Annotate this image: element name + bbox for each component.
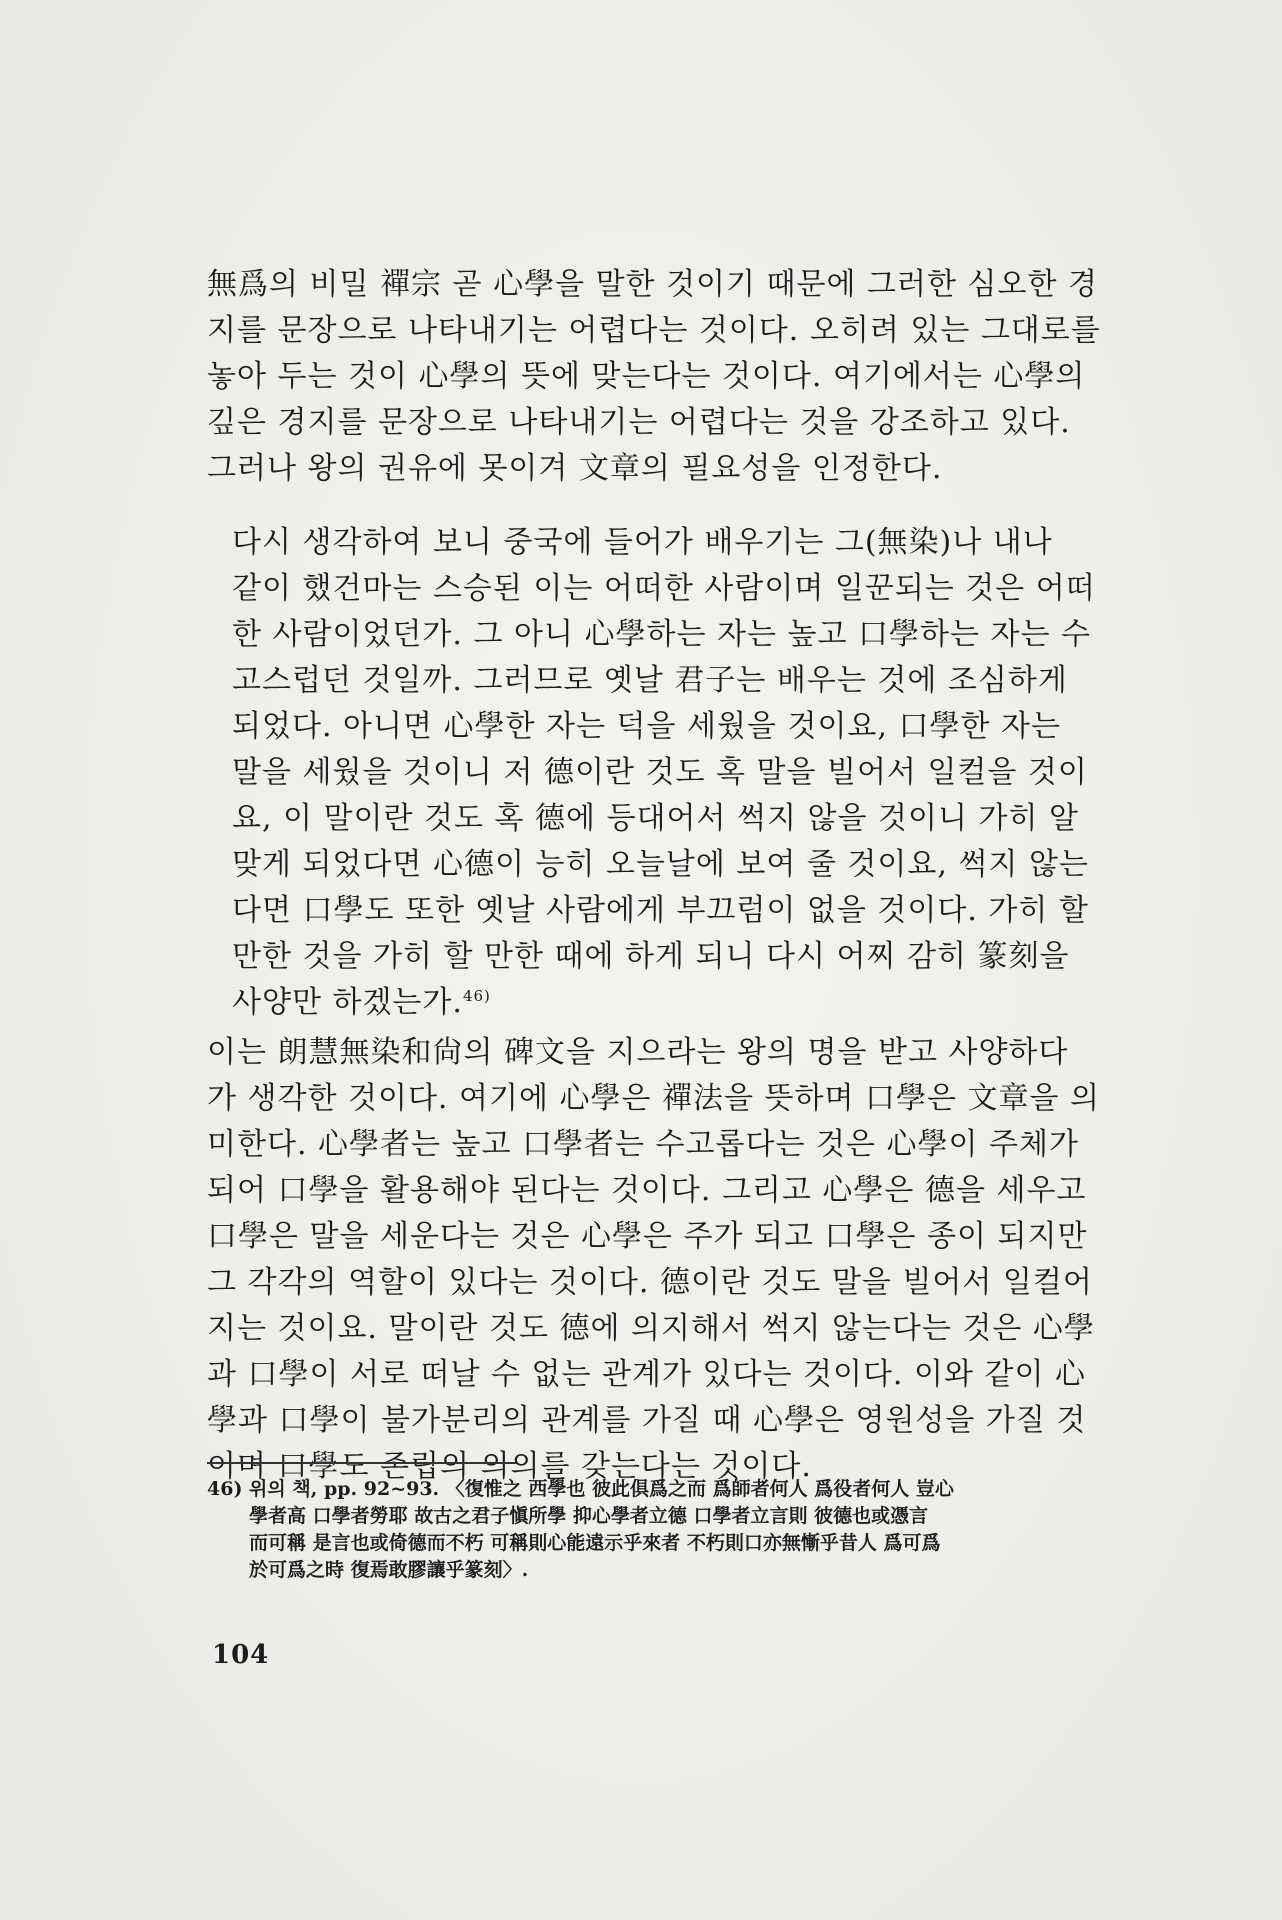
footnote-line: 46) 위의 책, pp. 92~93. 〈復惟之 西學也 彼此俱爲之而 爲師者何人 爲役者何人 豈心 [207,1478,954,1500]
text-line: 지는 것이요. 말이란 것도 德에 의지해서 썩지 않는다는 것은 心學 [207,1311,1095,1346]
footnote-divider [207,1462,517,1464]
text-line: 지를 문장으로 나타내기는 어렵다는 것이다. 오히려 있는 그대로를 [207,313,1101,348]
footnote-reference[interactable]: 46) [462,987,491,1005]
quote-line: 되었다. 아니면 心學한 자는 덕을 세웠을 것이요, 口學한 자는 [232,709,1061,744]
quote-last-text: 사양만 하겠는가. [232,985,463,1020]
text-line: 되어 口學을 활용해야 된다는 것이다. 그리고 心學은 德을 세우고 [207,1173,1087,1208]
paragraph-3 [207,1030,1127,1490]
text-line: 그러나 왕의 권유에 못이겨 文章의 필요성을 인정한다. [207,451,943,486]
footnote-line: 於可爲之時 復焉敢膠讓乎篆刻〉. [249,1559,529,1581]
footnote [207,1476,1127,1584]
quote-line: 같이 했건마는 스승된 이는 어떠한 사람이며 일꾼되는 것은 어떠 [232,571,1096,606]
text-line: 口學은 말을 세운다는 것은 心學은 주가 되고 口學은 종이 되지만 [207,1219,1088,1254]
quote-line: 다시 생각하여 보니 중국에 들어가 배우기는 그(無染)나 내나 [232,525,1053,560]
text-line: 깊은 경지를 문장으로 나타내기는 어렵다는 것을 강조하고 있다. [207,405,1071,440]
text-line: 學과 口學이 불가분리의 관계를 가질 때 心學은 영원성을 가질 것 [207,1403,1087,1438]
page-number: 104 [212,1640,270,1670]
footnote-line: 而可稱 是言也或倚德而不朽 可稱則心能遠示乎來者 不朽則口亦無慚乎昔人 爲可爲 [249,1532,941,1554]
quote-line: 만한 것을 가히 할 만한 때에 하게 되니 다시 어찌 감히 篆刻을 [232,939,1070,974]
paragraph-1 [207,262,1127,492]
quote-line [232,980,1127,1026]
text-line: 이는 朗慧無染和尙의 碑文을 지으라는 왕의 명을 받고 사양하다 [207,1035,1069,1070]
footnote-line: 學者高 口學者勞耶 故古之君子愼所學 抑心學者立德 口學者立言則 彼德也或憑言 [249,1505,929,1527]
text-line: 놓아 두는 것이 心學의 뜻에 맞는다는 것이다. 여기에서는 心學의 [207,359,1086,394]
text-line: 가 생각한 것이다. 여기에 心學은 禪法을 뜻하며 口學은 文章을 의 [207,1081,1101,1116]
text-line: 無爲의 비밀 禪宗 곧 心學을 말한 것이기 때문에 그러한 심오한 경 [207,267,1098,302]
quote-line: 한 사람이었던가. 그 아니 心學하는 자는 높고 口學하는 자는 수 [232,617,1091,652]
text-line: 미한다. 心學者는 높고 口學者는 수고롭다는 것은 心學이 주체가 [207,1127,1079,1162]
quote-line: 고스럽던 것일까. 그러므로 옛날 君子는 배우는 것에 조심하게 [232,663,1068,698]
quote-line: 요, 이 말이란 것도 혹 德에 등대어서 썩지 않을 것이니 가히 알 [232,801,1079,836]
block-quote [232,520,1127,1026]
text-line: 과 口學이 서로 떠날 수 없는 관계가 있다는 것이다. 이와 같이 心 [207,1357,1086,1392]
text-line: 이며 口學도 존립의 의의를 갖는다는 것이다. [207,1449,812,1484]
quote-line: 다면 口學도 또한 옛날 사람에게 부끄럼이 없을 것이다. 가히 할 [232,893,1089,928]
quote-line: 맞게 되었다면 心德이 능히 오늘날에 보여 줄 것이요, 썩지 않는 [232,847,1089,882]
quote-line: 말을 세웠을 것이니 저 德이란 것도 혹 말을 빌어서 일컬을 것이 [232,755,1088,790]
text-line: 그 각각의 역할이 있다는 것이다. 德이란 것도 말을 빌어서 일컬어 [207,1265,1093,1300]
